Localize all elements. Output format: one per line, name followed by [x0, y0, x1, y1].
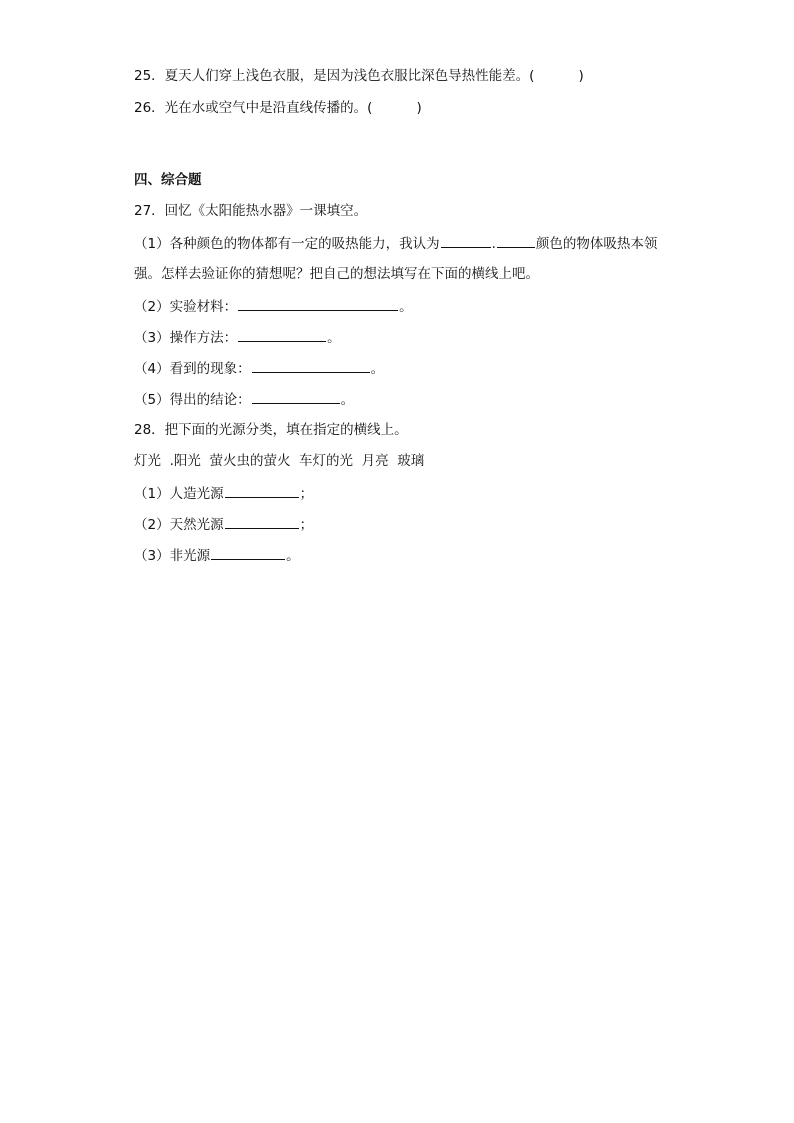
q28-p2-blank[interactable] [225, 514, 299, 529]
q27-p3-end: 。 [327, 330, 341, 346]
question-26-text: 26．光在水或空气中是沿直线传播的。( [134, 100, 373, 116]
q28-p1-end: ； [299, 486, 314, 502]
q28-p2-label: （2）天然光源 [134, 517, 224, 533]
q27-p2-label: （2）实验材料： [134, 299, 238, 315]
q27-p5-label: （5）得出的结论： [134, 392, 251, 408]
q27-p2-blank[interactable] [238, 296, 398, 311]
question-28-items: 灯光 .阳光 萤火虫的萤火 车灯的光 月亮 玻璃 [134, 453, 425, 469]
question-26 [134, 98, 422, 118]
q27-p1-text-a: （1）各种颜色的物体都有一定的吸热能力，我认为 [134, 236, 440, 252]
q27-p1-sep: . [491, 236, 496, 252]
q27-p1-blank-2[interactable] [497, 233, 535, 248]
q28-p2-end: ； [299, 517, 314, 533]
q28-p3-end: 。 [286, 548, 300, 564]
q27-p2-end: 。 [399, 299, 413, 315]
question-25-close: ) [578, 68, 584, 84]
question-27-part-5 [134, 389, 354, 410]
question-27-part-3 [134, 327, 341, 348]
question-27-part-4 [134, 358, 384, 379]
q27-p4-blank[interactable] [252, 358, 370, 373]
q27-p4-end: 。 [370, 361, 385, 377]
question-27-stem: 27．回忆《太阳能热水器》一课填空。 [134, 203, 368, 219]
q28-p3-label: （3）非光源 [134, 548, 211, 564]
q27-p5-end: 。 [340, 392, 355, 408]
q27-p5-blank[interactable] [252, 389, 340, 404]
q28-p3-blank[interactable] [211, 545, 285, 560]
q27-p3-blank[interactable] [238, 327, 326, 342]
q28-p1-blank[interactable] [225, 483, 299, 498]
question-26-close: ) [416, 100, 422, 116]
question-25 [134, 66, 584, 86]
question-28-stem: 28．把下面的光源分类，填在指定的横线上。 [134, 422, 408, 438]
question-25-text: 25．夏天人们穿上浅色衣服，是因为浅色衣服比深色导热性能差。( [134, 68, 535, 84]
question-27-part-1 [134, 233, 657, 254]
question-28-part-2 [134, 514, 313, 535]
question-28-part-3 [134, 545, 300, 566]
q27-p4-label: （4）看到的现象： [134, 361, 251, 377]
q27-p1-text-b: 颜色的物体吸热本领 [535, 236, 658, 252]
question-27-part-2 [134, 296, 413, 317]
question-27-part-1-cont: 强。怎样去验证你的猜想呢？把自己的想法填写在下面的横线上吧。 [134, 266, 539, 282]
q27-p1-blank-1[interactable] [441, 233, 491, 248]
q28-p1-label: （1）人造光源 [134, 486, 224, 502]
question-28-part-1 [134, 483, 313, 504]
q27-p3-label: （3）操作方法： [134, 330, 238, 346]
section-title: 四、综合题 [134, 172, 202, 188]
